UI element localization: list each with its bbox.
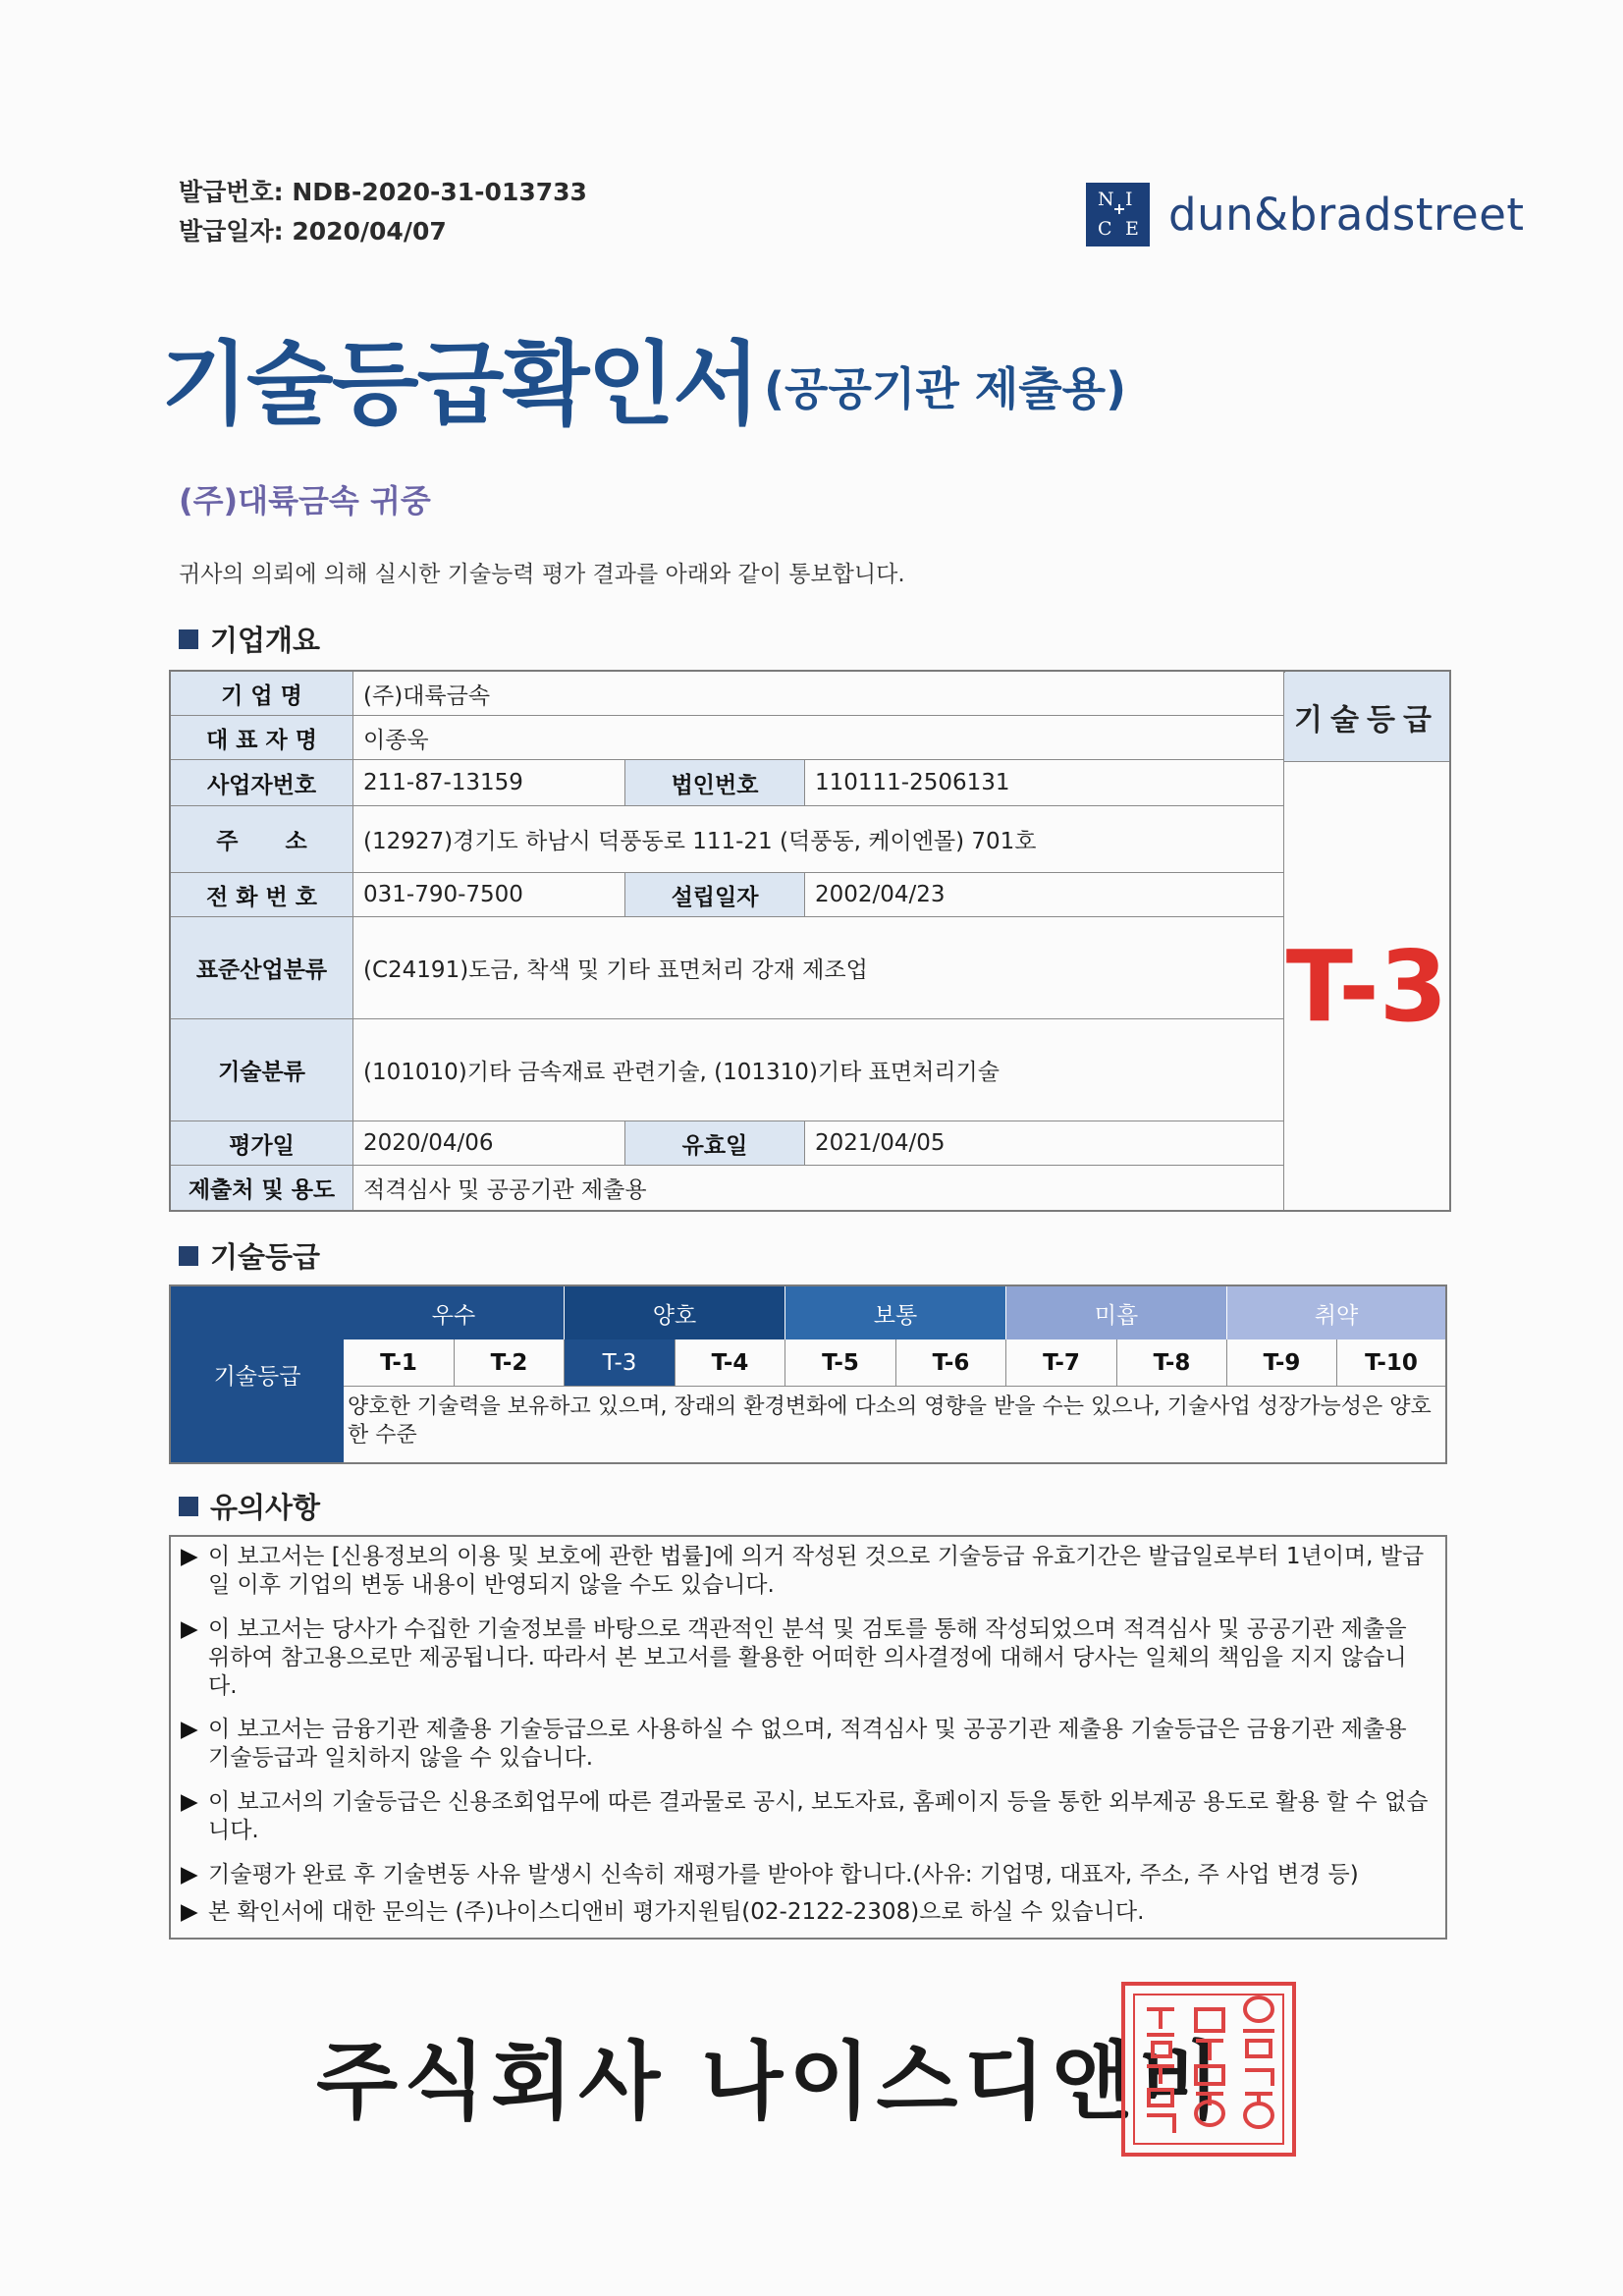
section-overview-heading: 기업개요: [179, 619, 320, 659]
grade-t2: T-2: [455, 1339, 565, 1387]
note-item: ▶ 이 보고서는 당사가 수집한 기술정보를 바탕으로 객관적인 분석 및 검토를 통해 작성되었으며 적격심사 및 공공기관 제출을 위하여 참고용으로만 제공됩니다. 따라서 본 보고서를 활용한 어떠한 의사결정에 대해서 당사는 일체의 책임을 지지 않습니다.: [181, 1616, 1407, 1699]
note-item: ▶ 이 보고서는 [신용정보의 이용 및 보호에 관한 법률]에 의거 작성된 것으로 기술등급 유효기간은 발급일로부터 1년이며, 발급일 이후 기업의 변동 내용이 반영되지 않을 수도 있습니다.: [181, 1544, 1425, 1598]
grade-t10: T-10: [1337, 1339, 1445, 1387]
grade-scale-table: [169, 1285, 1447, 1464]
grade-t7: T-7: [1006, 1339, 1117, 1387]
ceo-label: 대 표 자 명: [171, 716, 353, 760]
grade-header: 기술등급: [1284, 672, 1449, 762]
evaldate-value: 2020/04/06: [353, 1121, 625, 1166]
evaldate-label: 평가일: [171, 1121, 353, 1166]
section-grade-heading: 기술등급: [179, 1235, 320, 1276]
note-item: ▶ 이 보고서는 금융기관 제출용 기술등급으로 사용하실 수 없으며, 적격심사 및 공공기관 제출용 기술등급은 금융기관 제출용 기술등급과 일치하지 않을 수 있습니다.: [181, 1717, 1407, 1771]
address-label: 주 소: [171, 806, 353, 873]
grade-row-label: 기술등급: [171, 1286, 344, 1462]
note-item: ▶ 기술평가 완료 후 기술변동 사유 발생시 신속히 재평가를 받아야 합니다.(사유: 기업명, 대표자, 주소, 주 사업 변경 등): [181, 1862, 1359, 1887]
triangle-bullet-icon: ▶: [181, 1616, 198, 1642]
founded-value: 2002/04/23: [805, 873, 1284, 917]
brand-logo: dun&bradstreet: [1168, 189, 1525, 241]
grade-t3: T-3: [565, 1339, 676, 1387]
company-label: 기 업 명: [171, 672, 353, 716]
triangle-bullet-icon: ▶: [181, 1862, 198, 1887]
corpno-value: 110111-2506131: [805, 760, 1284, 806]
nice-logo-icon: N I C E: [1086, 183, 1150, 246]
grade-t4: T-4: [676, 1339, 785, 1387]
band-excellent: 우수: [344, 1286, 565, 1339]
overview-table: [169, 670, 1451, 1212]
bizno-label: 사업자번호: [171, 760, 353, 806]
triangle-bullet-icon: ▶: [181, 1544, 198, 1569]
industry-value: (C24191)도금, 착색 및 기타 표면처리 강재 제조업: [353, 917, 1284, 1019]
industry-label: 표준산업분류: [171, 917, 353, 1019]
valid-value: 2021/04/05: [805, 1121, 1284, 1166]
founded-label: 설립일자: [625, 873, 805, 917]
techclass-label: 기술분류: [171, 1019, 353, 1121]
grade-value: T-3: [1285, 928, 1448, 1044]
address-value: (12927)경기도 하남시 덕풍동로 111-21 (덕풍동, 케이엔몰) 701호: [353, 806, 1284, 873]
issuer-name: 주식회사 나이스디앤비: [316, 2033, 1226, 2131]
band-poor: 미흡: [1006, 1286, 1227, 1339]
grade-t5: T-5: [785, 1339, 896, 1387]
intro-text: 귀사의 의뢰에 의해 실시한 기술능력 평가 결과를 아래와 같이 통보합니다.: [179, 562, 905, 587]
purpose-label: 제출처 및 용도: [171, 1166, 353, 1210]
valid-label: 유효일: [625, 1121, 805, 1166]
band-average: 보통: [785, 1286, 1006, 1339]
grade-description: 양호한 기술력을 보유하고 있으며, 장래의 환경변화에 다소의 영향을 받을 수는 있으나, 기술사업 성장가능성은 양호한 수준: [348, 1394, 1432, 1448]
issue-date: 발급일자: 2020/04/07: [179, 217, 447, 246]
phone-label: 전 화 번 호: [171, 873, 353, 917]
note-item: ▶ 본 확인서에 대한 문의는 (주)나이스디앤비 평가지원팀(02-2122-2308)으로 하실 수 있습니다.: [181, 1899, 1145, 1925]
phone-value: 031-790-7500: [353, 873, 625, 917]
ceo-value: 이종욱: [353, 716, 1284, 760]
band-good: 양호: [565, 1286, 785, 1339]
bizno-value: 211-87-13159: [353, 760, 625, 806]
triangle-bullet-icon: ▶: [181, 1717, 198, 1742]
grade-t1: T-1: [344, 1339, 455, 1387]
issue-number: 발급번호: NDB-2020-31-013733: [179, 178, 587, 206]
corpno-label: 법인번호: [625, 760, 805, 806]
section-notes-heading: 유의사항: [179, 1486, 320, 1526]
grade-t9: T-9: [1227, 1339, 1337, 1387]
grade-t6: T-6: [896, 1339, 1006, 1387]
section-bullet-icon: [179, 1497, 198, 1516]
page-subtitle: (공공기관 제출용): [764, 362, 1127, 415]
company-seal-icon: [1121, 1982, 1296, 2157]
grade-t8: T-8: [1117, 1339, 1227, 1387]
notes-box: [169, 1535, 1447, 1940]
band-weak: 취약: [1227, 1286, 1445, 1339]
page-title: 기술등급확인서: [161, 332, 759, 437]
purpose-value: 적격심사 및 공공기관 제출용: [353, 1166, 1284, 1210]
note-item: ▶ 이 보고서의 기술등급은 신용조회업무에 따른 결과물로 공시, 보도자료, 홈페이지 등을 통한 외부제공 용도로 활용 할 수 없습니다.: [181, 1789, 1429, 1843]
company-value: (주)대륙금속: [353, 672, 1284, 716]
triangle-bullet-icon: ▶: [181, 1789, 198, 1815]
recipient: (주)대륙금속 귀중: [179, 482, 431, 519]
techclass-value: (101010)기타 금속재료 관련기술, (101310)기타 표면처리기술: [353, 1019, 1284, 1121]
section-bullet-icon: [179, 1246, 198, 1266]
triangle-bullet-icon: ▶: [181, 1899, 198, 1925]
section-bullet-icon: [179, 629, 198, 649]
